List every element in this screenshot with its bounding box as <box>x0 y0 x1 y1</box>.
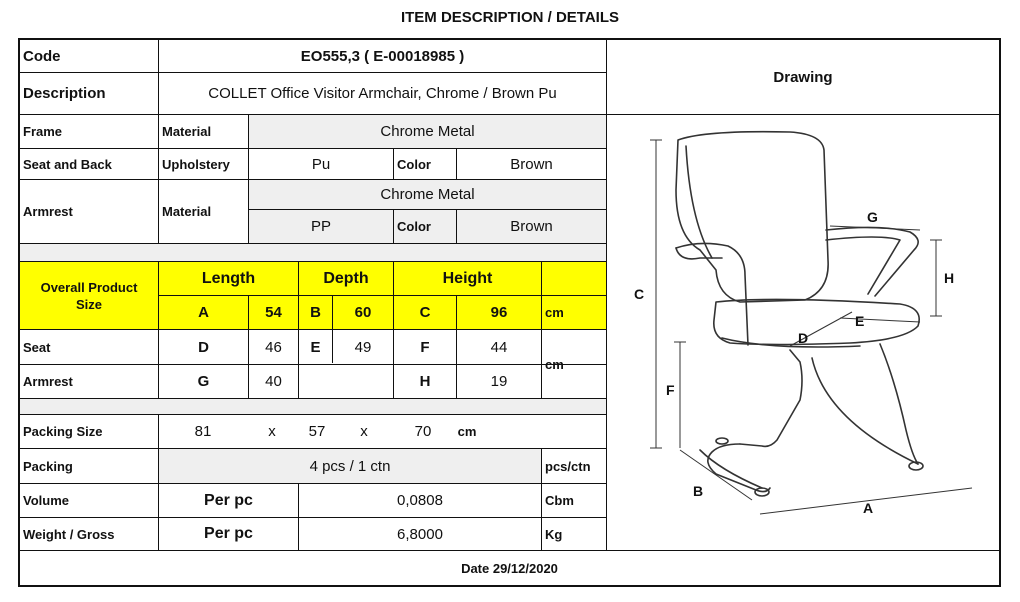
armrest-size-label: Armrest <box>23 374 73 389</box>
seat-back-color: Brown <box>510 155 553 173</box>
packing-value: 4 pcs / 1 ctn <box>159 449 541 483</box>
dim-c-label: C <box>394 296 456 329</box>
packing-size-label: Packing Size <box>23 424 103 439</box>
seat-back-color-label: Color <box>397 156 431 172</box>
frame-label: Frame <box>23 124 63 139</box>
drawing-label-f: F <box>666 382 675 398</box>
code-value: EO555,3 ( E-00018985 ) <box>300 47 465 65</box>
packing-x-2: x <box>360 423 368 440</box>
dim-d-label: D <box>198 338 209 356</box>
code-label: Code <box>23 47 61 65</box>
volume-per: Per pc <box>204 491 253 509</box>
dim-h-value: 19 <box>490 373 508 390</box>
packing-length: 81 <box>194 423 212 440</box>
drawing-label-a: A <box>863 500 874 516</box>
dim-b-value: 60 <box>333 296 393 329</box>
seat-back-value: Pu <box>311 155 331 173</box>
dim-a-label: A <box>159 296 248 329</box>
overall-size-label: Overall Product Size <box>20 262 158 329</box>
dim-g-label: G <box>197 373 210 390</box>
seat-armrest-unit: cm <box>545 356 564 372</box>
dim-e-label: E <box>310 338 321 356</box>
volume-label: Volume <box>23 493 69 508</box>
dim-e-value: 49 <box>354 338 372 356</box>
dim-d-value: 46 <box>265 338 282 356</box>
dim-b-label: B <box>299 296 332 329</box>
drawing-label-g: G <box>867 209 878 225</box>
dim-f-value: 44 <box>490 338 508 356</box>
frame-attr: Material <box>162 124 212 139</box>
volume-value: 0,0808 <box>397 492 443 509</box>
dim-c-value: 96 <box>457 296 541 329</box>
page-title: ITEM DESCRIPTION / DETAILS <box>400 9 620 26</box>
depth-header: Depth <box>299 262 393 295</box>
dim-g-value: 40 <box>265 373 282 390</box>
seat-back-label: Seat and Back <box>23 156 112 172</box>
dim-a-value: 54 <box>249 296 298 329</box>
packing-label: Packing <box>23 458 73 474</box>
armrest-label: Armrest <box>23 204 73 219</box>
packing-x-1: x <box>268 423 276 440</box>
packing-size-unit: cm <box>457 424 477 439</box>
weight-label: Weight / Gross <box>23 526 115 542</box>
armrest-value-1: Chrome Metal <box>249 180 606 209</box>
drawing-label-b: B <box>693 483 704 499</box>
packing-width: 57 <box>308 423 326 440</box>
description-value: COLLET Office Visitor Armchair, Chrome / Brown Pu <box>208 85 557 102</box>
date-footer: Date 29/12/2020 <box>461 560 558 576</box>
description-label: Description <box>23 85 106 102</box>
drawing-label-h: H <box>944 270 955 286</box>
overall-unit: cm <box>542 296 606 329</box>
weight-value: 6,8000 <box>397 525 443 543</box>
seat-label: Seat <box>23 339 51 355</box>
armrest-attr: Material <box>162 204 212 219</box>
dim-f-label: F <box>420 338 430 356</box>
weight-unit: Kg <box>545 526 563 542</box>
drawing-label-d: D <box>798 330 809 346</box>
drawing-label-c: C <box>634 286 645 302</box>
armrest-value-2: PP <box>249 210 393 243</box>
height-header: Height <box>394 262 541 295</box>
drawing-label-e: E <box>855 313 865 329</box>
armrest-color-label: Color <box>394 210 456 243</box>
dim-h-label: H <box>419 373 431 390</box>
packing-unit: pcs/ctn <box>545 458 591 474</box>
volume-unit: Cbm <box>545 493 574 508</box>
drawing-label: Drawing <box>773 68 833 86</box>
length-header: Length <box>159 262 298 295</box>
weight-per: Per pc <box>204 525 253 542</box>
armrest-color: Brown <box>457 210 606 243</box>
frame-value: Chrome Metal <box>249 115 606 148</box>
seat-back-attr: Upholstery <box>162 156 230 172</box>
packing-height: 70 <box>414 423 432 440</box>
